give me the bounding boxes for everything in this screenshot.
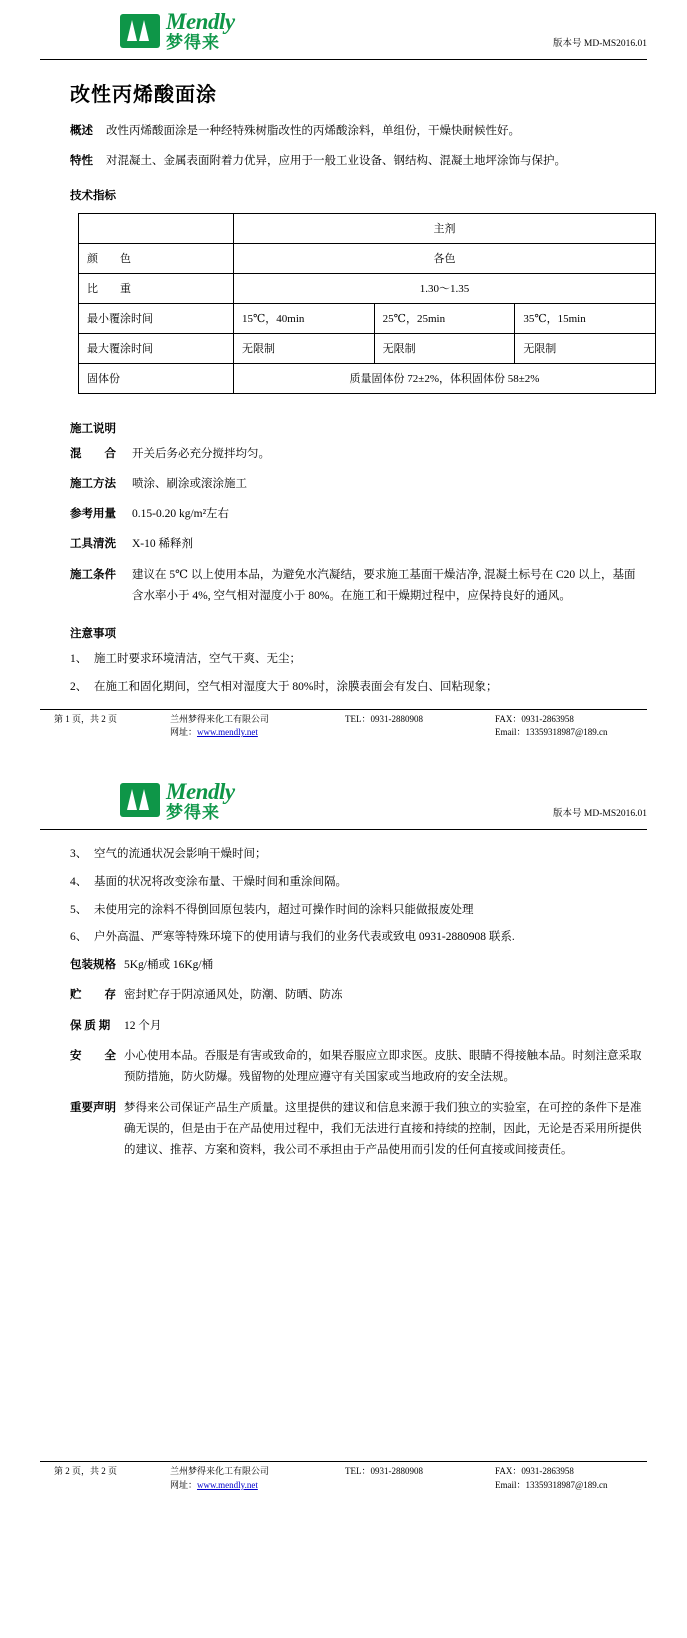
table-header-blank [79, 213, 234, 243]
header-divider [40, 59, 647, 60]
section-disclaimer [40, 1098, 647, 1162]
version-number: 版本号 MD-MS2016.01 [553, 808, 647, 819]
table-cell-value: 25℃，25min [374, 303, 515, 333]
mendly-logo-icon [120, 783, 160, 817]
row-label: 施工条件 [70, 568, 116, 581]
list-item-text: 施工时要求环境清洁，空气干爽、无尘； [94, 653, 301, 666]
tech-spec-heading: 技术指标 [70, 189, 116, 202]
table-row [79, 303, 656, 333]
table-row [79, 243, 656, 273]
footer-fax: FAX：0931-2863958 [495, 1466, 574, 1477]
row-text: X-10 稀释剂 [132, 538, 194, 551]
table-cell-label: 固体份 [79, 363, 234, 393]
footer-page-number: 第 2 页，共 2 页 [54, 1466, 118, 1477]
list-item [40, 677, 647, 699]
section-text: 12 个月 [124, 1019, 162, 1032]
section-packaging [40, 955, 647, 976]
construction-row-conditions [40, 565, 647, 608]
footer-email: Email：13359318987@189.cn [495, 727, 608, 738]
row-label: 施工方法 [70, 477, 116, 490]
section-label: 贮 存 [70, 989, 116, 1002]
tech-spec-table [78, 213, 656, 394]
list-item-number: 1、 [70, 653, 88, 666]
mendly-logo-icon [120, 14, 160, 48]
footer-divider [40, 709, 647, 710]
list-item-text: 未使用完的涂料不得倒回原包装内，超过可操作时间的涂料只能做报废处理 [94, 903, 474, 916]
table-cell-label: 颜 色 [79, 243, 234, 273]
row-label: 混 合 [70, 447, 116, 460]
section-text: 小心使用本品。吞服是有害或致命的，如果吞服应立即求医。皮肤、眼睛不得接触本品。时刻注意采取预防措施，防火防爆。残留物的处理应遵守有关国家或当地政府的安全法规。 [124, 1049, 642, 1084]
list-item [40, 927, 647, 949]
document-page-1 [0, 0, 687, 740]
list-item-text: 在施工和固化期间，空气相对湿度大于 80%时，涂膜表面会有发白、回粘现象； [94, 680, 498, 693]
section-label: 概述 [70, 125, 93, 137]
footer-page-number: 第 1 页，共 2 页 [54, 713, 118, 724]
table-cell-value: 各色 [234, 243, 656, 273]
table-cell-value: 1.30～1.35 [234, 273, 656, 303]
page-header [0, 770, 687, 825]
section-overview [40, 121, 647, 142]
list-item-number: 2、 [70, 680, 88, 693]
section-label: 重要声明 [70, 1101, 116, 1114]
version-number: 版本号 MD-MS2016.01 [553, 39, 647, 49]
list-item [40, 649, 647, 671]
footer-tel: TEL：0931-2880908 [345, 713, 423, 724]
list-item-number: 4、 [70, 875, 88, 888]
list-item [40, 844, 647, 866]
row-text: 开关后务必充分搅拌均匀。 [132, 447, 270, 460]
page-title: 改性丙烯酸面涂 [70, 84, 217, 106]
section-text: 密封贮存于阴凉通风处，防潮、防晒、防冻 [124, 989, 343, 1002]
section-label: 保 质 期 [70, 1019, 111, 1032]
table-cell-value: 无限制 [515, 333, 656, 363]
row-text: 喷涂、刷涂或滚涂施工 [132, 477, 247, 490]
footer-site-link[interactable]: www.mendly.net [197, 727, 258, 738]
table-cell-label: 最大覆涂时间 [79, 333, 234, 363]
construction-heading: 施工说明 [70, 422, 116, 435]
footer-divider [40, 1461, 647, 1462]
row-text: 0.15-0.20 kg/m²左右 [132, 508, 230, 521]
section-storage [40, 985, 647, 1006]
section-safety [40, 1046, 647, 1089]
list-item-text: 户外高温、严寒等特殊环境下的使用请与我们的业务代表或致电 0931-2880908 联系. [94, 931, 515, 944]
table-row [79, 333, 656, 363]
section-label: 特性 [70, 155, 93, 168]
construction-row-cleaning [40, 534, 647, 555]
row-label: 参考用量 [70, 508, 116, 521]
table-header-main: 主剂 [234, 213, 656, 243]
logo-text-en: Mendly [166, 9, 235, 34]
table-cell-value: 无限制 [234, 333, 375, 363]
footer-fax: FAX：0931-2863958 [495, 713, 574, 724]
footer-site-label: 网址： [170, 1479, 198, 1490]
footer-email: Email：13359318987@189.cn [495, 1479, 608, 1490]
logo-text-cn: 梦得来 [166, 33, 220, 52]
notice-heading: 注意事项 [70, 628, 116, 641]
construction-row-method [40, 474, 647, 495]
section-label: 安 全 [70, 1049, 116, 1062]
section-label: 包装规格 [70, 959, 116, 972]
construction-row-usage [40, 504, 647, 525]
list-item-text: 空气的流通状况会影响干燥时间； [94, 847, 267, 860]
page-footer [0, 1461, 687, 1492]
section-shelf-life [40, 1016, 647, 1037]
section-features [40, 151, 647, 172]
construction-row-mixing [40, 444, 647, 465]
row-text: 建议在 5℃ 以上使用本品，为避免水汽凝结，要求施工基面干燥洁净, 混凝土标号在 C20 以上，基面含水率小于 4%, 空气相对湿度小于 80%。在施工和干燥期过程中，应保持良好的通风。 [132, 568, 636, 602]
logo-text-cn: 梦得来 [166, 802, 220, 822]
footer-tel: TEL：0931-2880908 [345, 1466, 423, 1477]
footer-company: 兰州梦得来化工有限公司 [170, 713, 270, 724]
list-item [40, 900, 647, 922]
list-item-text: 基面的状况将改变涂布量、干燥时间和重涂间隔。 [94, 875, 347, 888]
table-cell-value: 质量固体份 72±2%，体积固体份 58±2% [234, 363, 656, 393]
footer-site-link[interactable]: www.mendly.net [197, 1479, 258, 1490]
page-header [0, 0, 687, 55]
table-row [79, 213, 656, 243]
page-gap [0, 740, 687, 770]
row-label: 工具清洗 [70, 538, 116, 551]
section-text: 对混凝土、金属表面附着力优异，应用于一般工业设备、钢结构、混凝土地坪涂饰与保护。 [106, 155, 566, 168]
table-cell-value: 无限制 [374, 333, 515, 363]
company-logo [120, 10, 235, 51]
table-cell-value: 35℃，15min [515, 303, 656, 333]
section-text: 5Kg/桶或 16Kg/桶 [124, 959, 214, 972]
table-row [79, 273, 656, 303]
company-logo [120, 780, 235, 821]
table-row [79, 363, 656, 393]
list-item-number: 6、 [70, 931, 88, 944]
table-cell-value: 15℃，40min [234, 303, 375, 333]
table-cell-label: 最小覆涂时间 [79, 303, 234, 333]
list-item [40, 872, 647, 894]
list-item-number: 3、 [70, 847, 88, 860]
section-text: 梦得来公司保证产品生产质量。这里提供的建议和信息来源于我们独立的实验室，在可控的条件下是准确无误的，但是由于在产品使用过程中，我们无法进行直接和持续的控制，因此，无论是否采用所提供的建议、推荐、方案和资料，我公司不承担由于产品使用而引发的任何直接或间接责任。 [124, 1101, 642, 1157]
list-item-number: 5、 [70, 903, 88, 916]
footer-company: 兰州梦得来化工有限公司 [170, 1466, 270, 1477]
page-footer [0, 709, 687, 740]
section-text: 改性丙烯酸面涂是一种经特殊树脂改性的丙烯酸涂料，单组份，干燥快耐候性好。 [106, 125, 520, 137]
footer-site-label: 网址： [170, 727, 198, 738]
document-page-2 [0, 770, 687, 1493]
logo-text-en: Mendly [166, 778, 235, 804]
table-cell-label: 比 重 [79, 273, 234, 303]
